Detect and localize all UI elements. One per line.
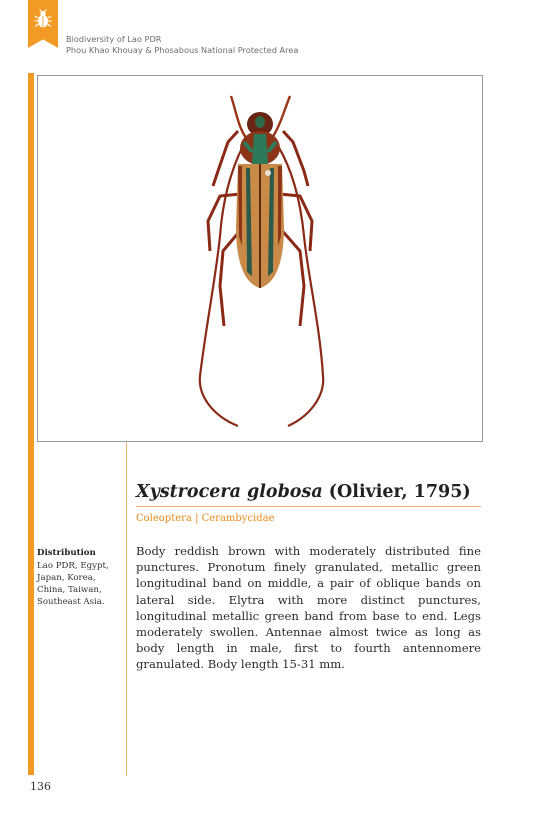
species-title	[136, 482, 471, 502]
running-header	[66, 34, 298, 56]
distribution-text: Lao PDR, Egypt, Japan, Korea, China, Taiwan, Southeast Asia.	[37, 561, 109, 607]
page-number: 136	[30, 780, 51, 793]
species-description: Body reddish brown with moderately distributed fine punctures. Pronotum finely granulated, metallic green longitudinal band on middle, a pair of oblique bands on lateral side. Elytra with more distinct punctures, longitudinal metallic green band from base to end. Legs moderately swollen. Antennae almost twice as long as body length in male, first to fourth antennomere granulated. Body length 15-31 mm.	[136, 544, 481, 672]
column-divider	[126, 442, 127, 776]
header-title: Biodiversity of Lao PDR	[66, 34, 162, 44]
title-rule	[136, 506, 481, 507]
species-name: Xystrocera globosa	[136, 482, 323, 502]
specimen-photo	[37, 75, 483, 442]
header-subtitle: Phou Khao Khouay & Phosabous National Protected Area	[66, 45, 299, 55]
side-accent-bar	[28, 73, 34, 775]
section-bookmark	[28, 0, 58, 48]
species-authority: (Olivier, 1795)	[322, 482, 471, 502]
beetle-icon	[34, 9, 52, 29]
taxonomy-line: Coleoptera | Cerambycidae	[136, 513, 275, 524]
distribution-heading: Distribution	[37, 548, 96, 558]
beetle-illustration	[38, 76, 482, 441]
